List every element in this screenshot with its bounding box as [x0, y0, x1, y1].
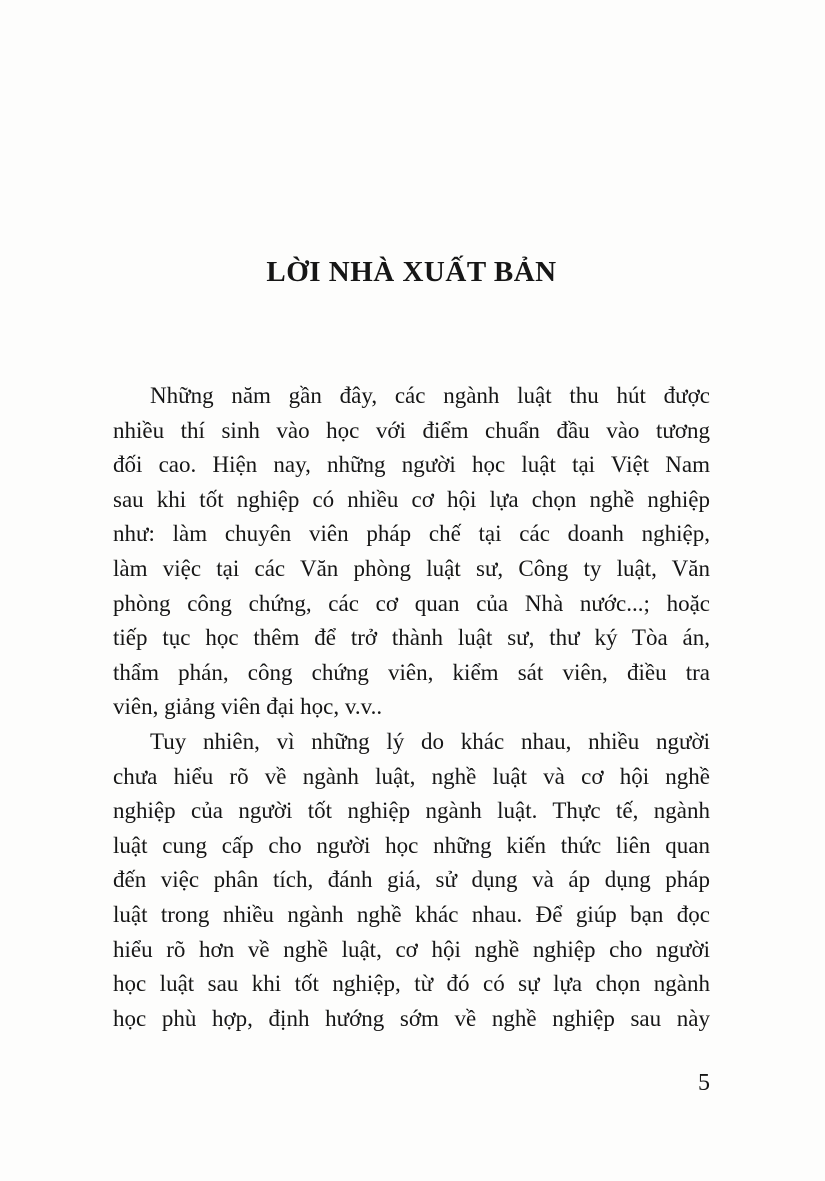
text-line: thẩm phán, công chứng viên, kiểm sát viên, điều tra — [113, 659, 710, 685]
text-line: đối cao. Hiện nay, những người học luật tại Việt Nam — [113, 452, 710, 478]
paragraph-1 — [113, 379, 710, 725]
text-line: luật trong nhiều ngành nghề khác nhau. Để giúp bạn đọc — [113, 901, 710, 927]
text-line: hiểu rõ hơn về nghề luật, cơ hội nghề nghiệp cho người — [113, 936, 710, 962]
text-line: nhiều thí sinh vào học với điểm chuẩn đầu vào tương — [113, 417, 710, 443]
page-number: 5 — [698, 1070, 710, 1096]
text-line: đến việc phân tích, đánh giá, sử dụng và áp dụng pháp — [113, 867, 710, 893]
page-title: LỜI NHÀ XUẤT BẢN — [266, 256, 557, 288]
body-text — [113, 379, 710, 1036]
text-line: nghiệp của người tốt nghiệp ngành luật. Thực tế, ngành — [113, 798, 710, 824]
text-line: luật cung cấp cho người học những kiến thức liên quan — [113, 832, 710, 858]
text-line: học luật sau khi tốt nghiệp, từ đó có sự lựa chọn ngành — [113, 971, 710, 997]
paragraph-2 — [113, 725, 710, 1036]
text-line: sau khi tốt nghiệp có nhiều cơ hội lựa chọn nghề nghiệp — [113, 486, 710, 512]
text-line: tiếp tục học thêm để trở thành luật sư, thư ký Tòa án, — [113, 625, 710, 651]
text-line: chưa hiểu rõ về ngành luật, nghề luật và cơ hội nghề — [113, 763, 710, 789]
text-line: Tuy nhiên, vì những lý do khác nhau, nhiều người — [150, 728, 710, 754]
text-line: làm việc tại các Văn phòng luật sư, Công ty luật, Văn — [113, 555, 710, 581]
text-line: viên, giảng viên đại học, v.v.. — [113, 694, 383, 720]
text-line: phòng công chứng, các cơ quan của Nhà nước...; hoặc — [113, 590, 710, 616]
text-line: như: làm chuyên viên pháp chế tại các doanh nghiệp, — [113, 521, 710, 547]
text-line: học phù hợp, định hướng sớm về nghề nghiệp sau này — [113, 1005, 710, 1031]
text-line: Những năm gần đây, các ngành luật thu hút được — [150, 383, 710, 408]
